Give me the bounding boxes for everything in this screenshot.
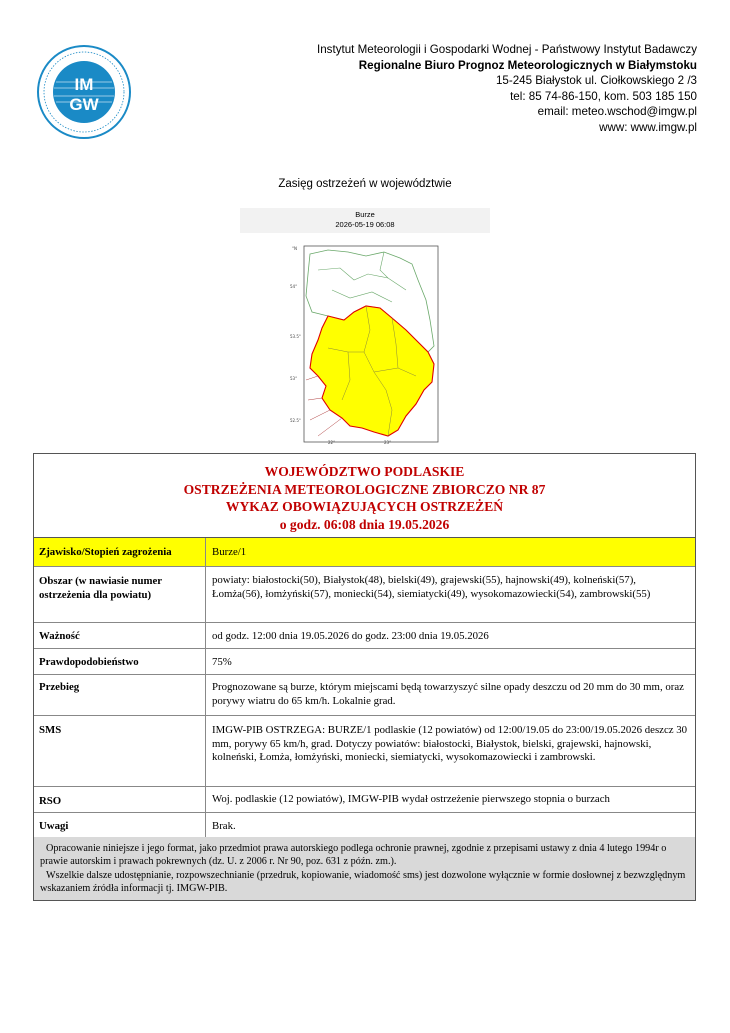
- imgw-logo: [36, 44, 132, 140]
- svg-text:53.5°: 53.5°: [290, 334, 301, 339]
- row-label: SMS: [34, 716, 206, 786]
- address: 15-245 Białystok ul. Ciołkowskiego 2 /3: [495, 74, 697, 88]
- table-row-sms: [34, 716, 695, 787]
- warning-table: [33, 453, 696, 901]
- row-value: Burze/1: [212, 546, 247, 559]
- row-label: Obszar (w nawiasie numer ostrzeżenia dla powiatu): [34, 567, 206, 622]
- logo-lettering-bottom: GW: [69, 95, 99, 114]
- map-phenomenon: Burze: [355, 210, 375, 219]
- row-label: Uwagi: [34, 813, 206, 837]
- warning-title-line: o godz. 06:08 dnia 19.05.2026: [279, 516, 450, 532]
- row-label: Przebieg: [34, 675, 206, 715]
- website-link[interactable]: www: www.imgw.pl: [599, 120, 697, 134]
- row-value: Brak.: [212, 820, 236, 832]
- table-row-probability: [34, 649, 695, 675]
- row-value: powiaty: białostocki(50), Białystok(48), bielski(49), grajewski(55), hajnowski(49), kolneński(57), Łomża(56), łomżyński(57), moniecki(54), siemiatycki(49), wysokomazowiecki(54), zambrowski(55): [212, 574, 651, 600]
- phone: tel: 85 74-86-150, kom. 503 185 150: [510, 89, 697, 103]
- svg-text:54°: 54°: [290, 284, 298, 289]
- copyright-note: [34, 837, 695, 900]
- copyright-paragraph: Opracowanie niniejsze i jego format, jako przedmiot prawa autorskiego podlega ochronie prawnej, zgodnie z przepisami ustawy z dnia 4 lutego 1994r o prawie autorskim i prawach pokrewnych (dz. U. z 2006 r. Nr 90, poz. 631 z późn. zm.).: [40, 843, 667, 868]
- warning-title: [34, 454, 695, 538]
- table-row-area: [34, 567, 695, 623]
- map-datetime: 2026-05-19 06:08: [335, 220, 395, 229]
- warning-title-line: WOJEWÓDZTWO PODLASKIE: [264, 464, 465, 479]
- map-header: [240, 208, 490, 233]
- svg-text:22°: 22°: [328, 440, 336, 445]
- row-label: RSO: [34, 787, 206, 812]
- warning-title-line: OSTRZEŻENIA METEOROLOGICZNE ZBIORCZO NR 87: [183, 481, 546, 497]
- table-row-phenomenon: [34, 538, 695, 567]
- bureau-name: Regionalne Biuro Prognoz Meteorologicznych w Białymstoku: [358, 58, 697, 72]
- row-value: od godz. 12:00 dnia 19.05.2026 do godz. 23:00 dnia 19.05.2026: [212, 630, 489, 642]
- row-label: Zjawisko/Stopień zagrożenia: [34, 538, 206, 566]
- institute-info: [317, 42, 697, 136]
- copyright-paragraph: Wszelkie dalsze udostępnianie, rozpowszechnianie (przedruk, kopiowanie, wiadomość sms) jest dozwolone wyłącznie w formie dosłownej z bezwzględnym wskazaniem źródła informacji tj. IMGW-PIB.: [40, 869, 686, 895]
- warning-map: [288, 240, 444, 446]
- row-value: IMGW-PIB OSTRZEGA: BURZE/1 podlaskie (12 powiatów) od 12:00/19.05 do 23:00/19.05.2026 deszcz 30 mm, porywy 65 km/h, grad. Dotyczy powiatów: białostocki, Białystok, bielski, grajewski, hajnowski, kolneński, Łomża, łomżyński, moniecki, siemiatycki, wysokomazowiecki i zambrowski.: [212, 724, 688, 764]
- row-value: 75%: [212, 656, 232, 668]
- svg-text:23°: 23°: [384, 440, 392, 445]
- row-value: Woj. podlaskie (12 powiatów), IMGW-PIB wydał ostrzeżenie pierwszego stopnia o burzach: [212, 793, 610, 805]
- svg-text:53°: 53°: [290, 376, 298, 381]
- row-value: Prognozowane są burze, którym miejscami będą towarzyszyć silne opady deszczu od 20 mm do 30 mm, oraz porywy wiatru do 65 km/h. Lokalnie grad.: [212, 681, 684, 707]
- map-section-title: Zasięg ostrzeżeń w województwie: [278, 178, 452, 190]
- email-link[interactable]: email: meteo.wschod@imgw.pl: [537, 105, 697, 119]
- table-row-validity: [34, 623, 695, 649]
- svg-text:°N: °N: [292, 246, 297, 251]
- svg-text:52.5°: 52.5°: [290, 418, 301, 423]
- warning-title-line: WYKAZ OBOWIĄZUJĄCYCH OSTRZEŻEŃ: [225, 499, 504, 514]
- row-label: Prawdopodobieństwo: [34, 649, 206, 674]
- logo-lettering-top: IM: [74, 75, 94, 94]
- table-row-rso: [34, 787, 695, 813]
- table-row-course: [34, 675, 695, 716]
- institute-name: Instytut Meteorologii i Gospodarki Wodnej - Państwowy Instytut Badawczy: [317, 43, 697, 56]
- row-label: Ważność: [34, 623, 206, 648]
- table-row-notes: [34, 813, 695, 837]
